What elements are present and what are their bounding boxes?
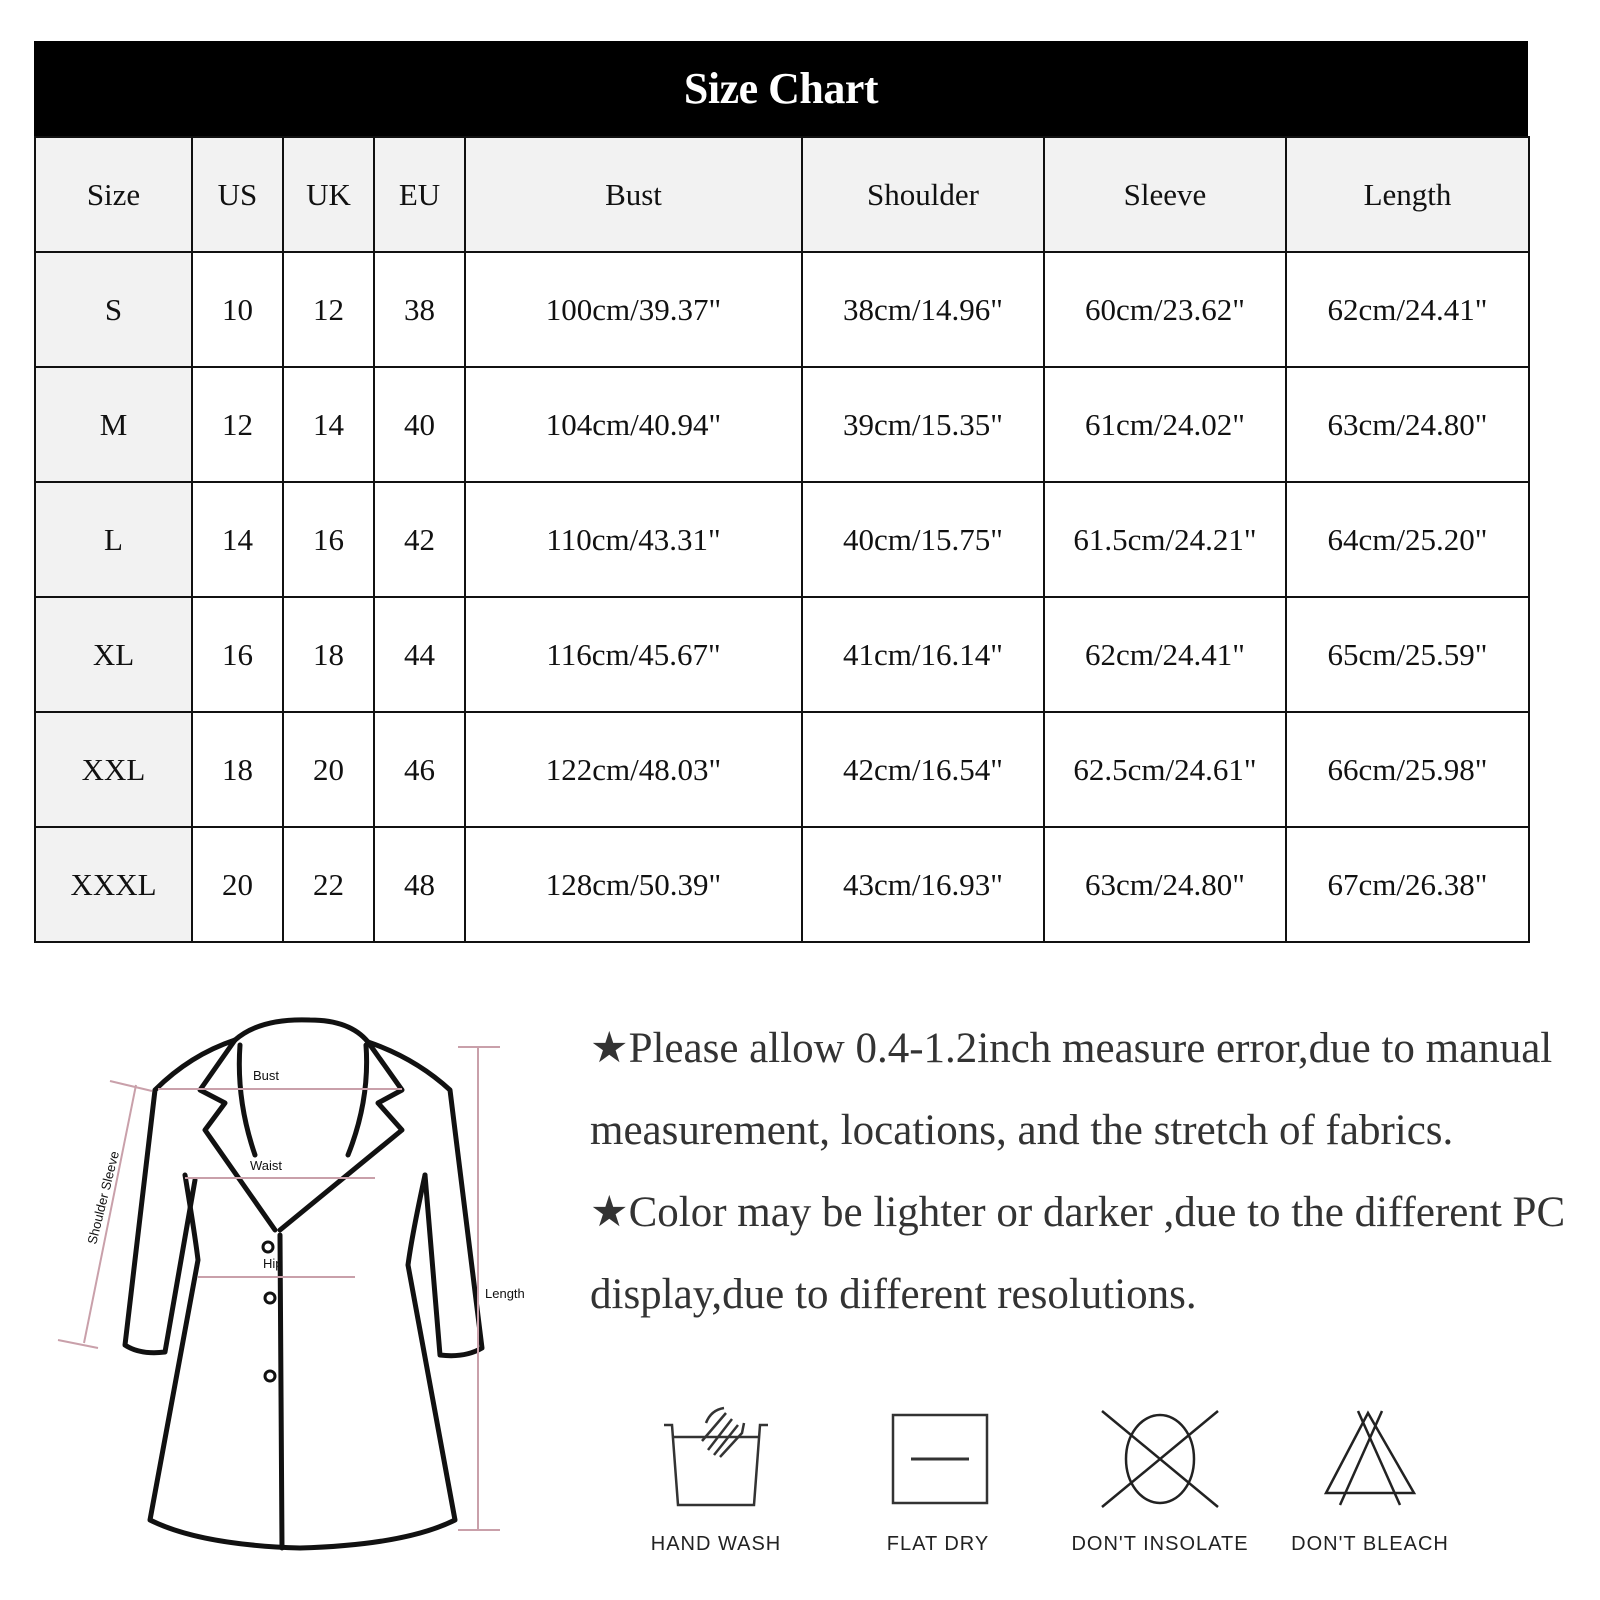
shoulder-sleeve-label: Shoulder Sleeve bbox=[84, 1149, 122, 1246]
header-us: US bbox=[192, 137, 283, 252]
cell-uk: 18 bbox=[283, 597, 374, 712]
cell-size: M bbox=[35, 367, 192, 482]
cell-length: 65cm/25.59" bbox=[1286, 597, 1529, 712]
table-row bbox=[35, 827, 1529, 942]
cell-bust: 110cm/43.31" bbox=[465, 482, 802, 597]
size-table bbox=[34, 136, 1530, 943]
header-uk: UK bbox=[283, 137, 374, 252]
header-length: Length bbox=[1286, 137, 1529, 252]
care-label: DON'T BLEACH bbox=[1291, 1533, 1449, 1555]
cell-size: S bbox=[35, 252, 192, 367]
cell-length: 64cm/25.20" bbox=[1286, 482, 1529, 597]
care-label: FLAT DRY bbox=[886, 1533, 990, 1555]
care-item-dont-insolate bbox=[1060, 1405, 1260, 1555]
cell-shoulder: 41cm/16.14" bbox=[802, 597, 1044, 712]
cell-sleeve: 61cm/24.02" bbox=[1044, 367, 1286, 482]
bust-label: Bust bbox=[253, 1068, 280, 1083]
cell-sleeve: 62.5cm/24.61" bbox=[1044, 712, 1286, 827]
care-item-dont-bleach bbox=[1270, 1405, 1470, 1555]
cell-uk: 16 bbox=[283, 482, 374, 597]
note-measure-error: ★Please allow 0.4-1.2inch measure error,due to manual measurement, locations, and the stretch of fabrics. bbox=[590, 1025, 1553, 1154]
cell-us: 16 bbox=[192, 597, 283, 712]
cell-eu: 38 bbox=[374, 252, 465, 367]
cell-eu: 44 bbox=[374, 597, 465, 712]
header-eu: EU bbox=[374, 137, 465, 252]
star-icon: ★ bbox=[590, 1025, 629, 1072]
cell-shoulder: 40cm/15.75" bbox=[802, 482, 1044, 597]
cell-us: 10 bbox=[192, 252, 283, 367]
cell-length: 62cm/24.41" bbox=[1286, 252, 1529, 367]
care-instructions bbox=[640, 1405, 1540, 1575]
table-header-row bbox=[35, 137, 1529, 252]
cell-size: XXL bbox=[35, 712, 192, 827]
table-row bbox=[35, 597, 1529, 712]
cell-us: 14 bbox=[192, 482, 283, 597]
waist-label: Waist bbox=[250, 1158, 283, 1173]
hand-wash-icon bbox=[656, 1405, 776, 1515]
cell-shoulder: 43cm/16.93" bbox=[802, 827, 1044, 942]
hip-label: Hip bbox=[263, 1256, 283, 1271]
length-label: Length bbox=[485, 1286, 525, 1301]
cell-eu: 46 bbox=[374, 712, 465, 827]
cell-bust: 122cm/48.03" bbox=[465, 712, 802, 827]
cell-uk: 14 bbox=[283, 367, 374, 482]
care-label: HAND WASH bbox=[650, 1533, 782, 1555]
cell-us: 20 bbox=[192, 827, 283, 942]
care-item-flat-dry bbox=[838, 1405, 1038, 1555]
size-chart-title-bar bbox=[34, 41, 1528, 136]
notes-section bbox=[590, 1008, 1580, 1336]
cell-eu: 48 bbox=[374, 827, 465, 942]
cell-bust: 116cm/45.67" bbox=[465, 597, 802, 712]
cell-size: XL bbox=[35, 597, 192, 712]
cell-uk: 20 bbox=[283, 712, 374, 827]
header-sleeve: Sleeve bbox=[1044, 137, 1286, 252]
cell-length: 63cm/24.80" bbox=[1286, 367, 1529, 482]
cell-us: 12 bbox=[192, 367, 283, 482]
cell-bust: 104cm/40.94" bbox=[465, 367, 802, 482]
cell-sleeve: 60cm/23.62" bbox=[1044, 252, 1286, 367]
care-item-hand-wash bbox=[616, 1405, 816, 1555]
cell-length: 66cm/25.98" bbox=[1286, 712, 1529, 827]
cell-length: 67cm/26.38" bbox=[1286, 827, 1529, 942]
cell-eu: 42 bbox=[374, 482, 465, 597]
cell-shoulder: 38cm/14.96" bbox=[802, 252, 1044, 367]
header-shoulder: Shoulder bbox=[802, 137, 1044, 252]
dont-insolate-icon bbox=[1100, 1405, 1220, 1515]
coat-measurement-diagram bbox=[50, 1000, 550, 1560]
header-size: Size bbox=[35, 137, 192, 252]
size-chart-title: Size Chart bbox=[683, 64, 879, 113]
cell-bust: 100cm/39.37" bbox=[465, 252, 802, 367]
star-icon: ★ bbox=[590, 1189, 629, 1236]
table-row bbox=[35, 252, 1529, 367]
cell-uk: 12 bbox=[283, 252, 374, 367]
cell-uk: 22 bbox=[283, 827, 374, 942]
note-color: ★Color may be lighter or darker ,due to the different PC display,due to different resolutions. bbox=[590, 1189, 1566, 1318]
cell-sleeve: 61.5cm/24.21" bbox=[1044, 482, 1286, 597]
header-bust: Bust bbox=[465, 137, 802, 252]
cell-sleeve: 62cm/24.41" bbox=[1044, 597, 1286, 712]
dont-bleach-icon bbox=[1310, 1405, 1430, 1515]
coat-outline-icon bbox=[50, 1000, 550, 1560]
cell-sleeve: 63cm/24.80" bbox=[1044, 827, 1286, 942]
care-label: DON'T INSOLATE bbox=[1071, 1533, 1249, 1555]
cell-size: XXXL bbox=[35, 827, 192, 942]
cell-us: 18 bbox=[192, 712, 283, 827]
flat-dry-icon bbox=[878, 1405, 998, 1515]
size-chart bbox=[34, 41, 1528, 943]
table-row bbox=[35, 482, 1529, 597]
table-row bbox=[35, 367, 1529, 482]
table-row bbox=[35, 712, 1529, 827]
cell-size: L bbox=[35, 482, 192, 597]
cell-eu: 40 bbox=[374, 367, 465, 482]
cell-shoulder: 42cm/16.54" bbox=[802, 712, 1044, 827]
cell-shoulder: 39cm/15.35" bbox=[802, 367, 1044, 482]
cell-bust: 128cm/50.39" bbox=[465, 827, 802, 942]
